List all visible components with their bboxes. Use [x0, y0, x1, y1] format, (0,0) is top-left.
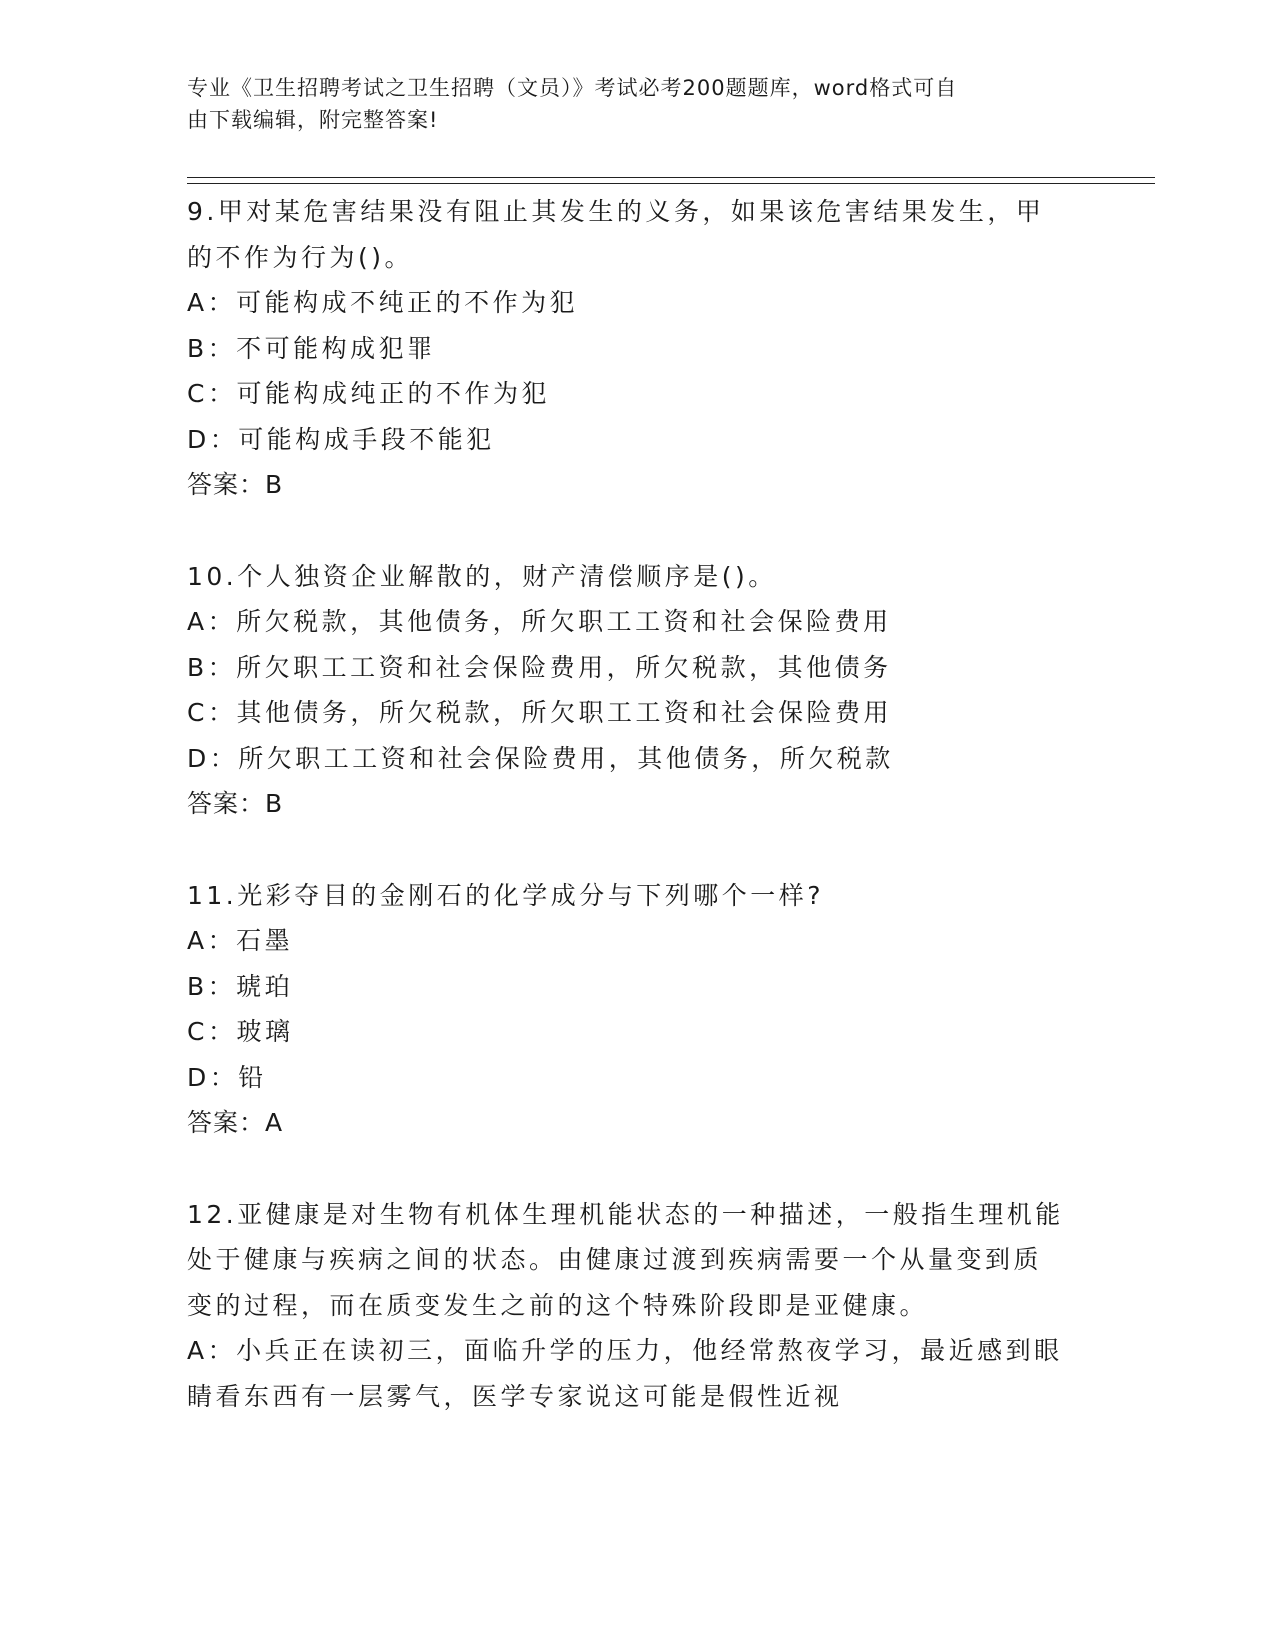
- option-d: D：可能构成手段不能犯: [187, 424, 495, 454]
- option-b: B：所欠职工工资和社会保险费用，所欠税款，其他债务: [187, 652, 892, 682]
- header-rule-bottom: [187, 183, 1155, 184]
- option-a: A：小兵正在读初三，面临升学的压力，他经常熬夜学习，最近感到眼: [187, 1336, 1063, 1365]
- document-page: [187, 0, 1157, 1650]
- option-b: B：不可能构成犯罪: [187, 333, 436, 363]
- answer: 答案：A: [187, 1108, 284, 1137]
- option-a: A：石墨: [187, 926, 294, 955]
- option-c: C：玻璃: [187, 1017, 294, 1046]
- question-stem: 10.个人独资企业解散的，财产清偿顺序是()。: [187, 561, 777, 591]
- question-stem: 11.光彩夺目的金刚石的化学成分与下列哪个一样?: [187, 880, 825, 910]
- option-c: C：其他债务，所欠税款，所欠职工工资和社会保险费用: [187, 698, 892, 727]
- header-rule-top: [187, 177, 1155, 178]
- header-line-2: 由下载编辑，附完整答案!: [187, 108, 439, 132]
- document-header: [187, 72, 1047, 136]
- option-c: C：可能构成纯正的不作为犯: [187, 379, 550, 408]
- option-d: D：所欠职工工资和社会保险费用，其他债务，所欠税款: [187, 743, 894, 773]
- question-stem: 的不作为行为()。: [187, 242, 414, 272]
- question-12: [187, 1192, 1067, 1420]
- question-11: [187, 873, 1067, 1146]
- option-d: D：铅: [187, 1062, 267, 1092]
- question-stem: 9.甲对某危害结果没有阻止其发生的义务，如果该危害结果发生，甲: [187, 197, 1045, 226]
- question-stem: 变的过程，而在质变发生之前的这个特殊阶段即是亚健康。: [187, 1290, 929, 1320]
- option-b: B：琥珀: [187, 971, 294, 1001]
- question-list: [187, 189, 1067, 1419]
- question-stem: 处于健康与疾病之间的状态。由健康过渡到疾病需要一个从量变到质: [187, 1245, 1043, 1274]
- question-10: [187, 554, 1067, 827]
- option-a: A：所欠税款，其他债务，所欠职工工资和社会保险费用: [187, 607, 892, 636]
- header-line-1: 专业《卫生招聘考试之卫生招聘（文员）》考试必考200题题库，word格式可自: [187, 76, 958, 100]
- answer: 答案：B: [187, 470, 284, 499]
- question-stem: 12.亚健康是对生物有机体生理机能状态的一种描述，一般指生理机能: [187, 1199, 1064, 1229]
- answer: 答案：B: [187, 789, 284, 818]
- option-a: A：可能构成不纯正的不作为犯: [187, 288, 579, 317]
- option-a-continued: 睛看东西有一层雾气，医学专家说这可能是假性近视: [187, 1381, 843, 1411]
- question-9: [187, 189, 1067, 508]
